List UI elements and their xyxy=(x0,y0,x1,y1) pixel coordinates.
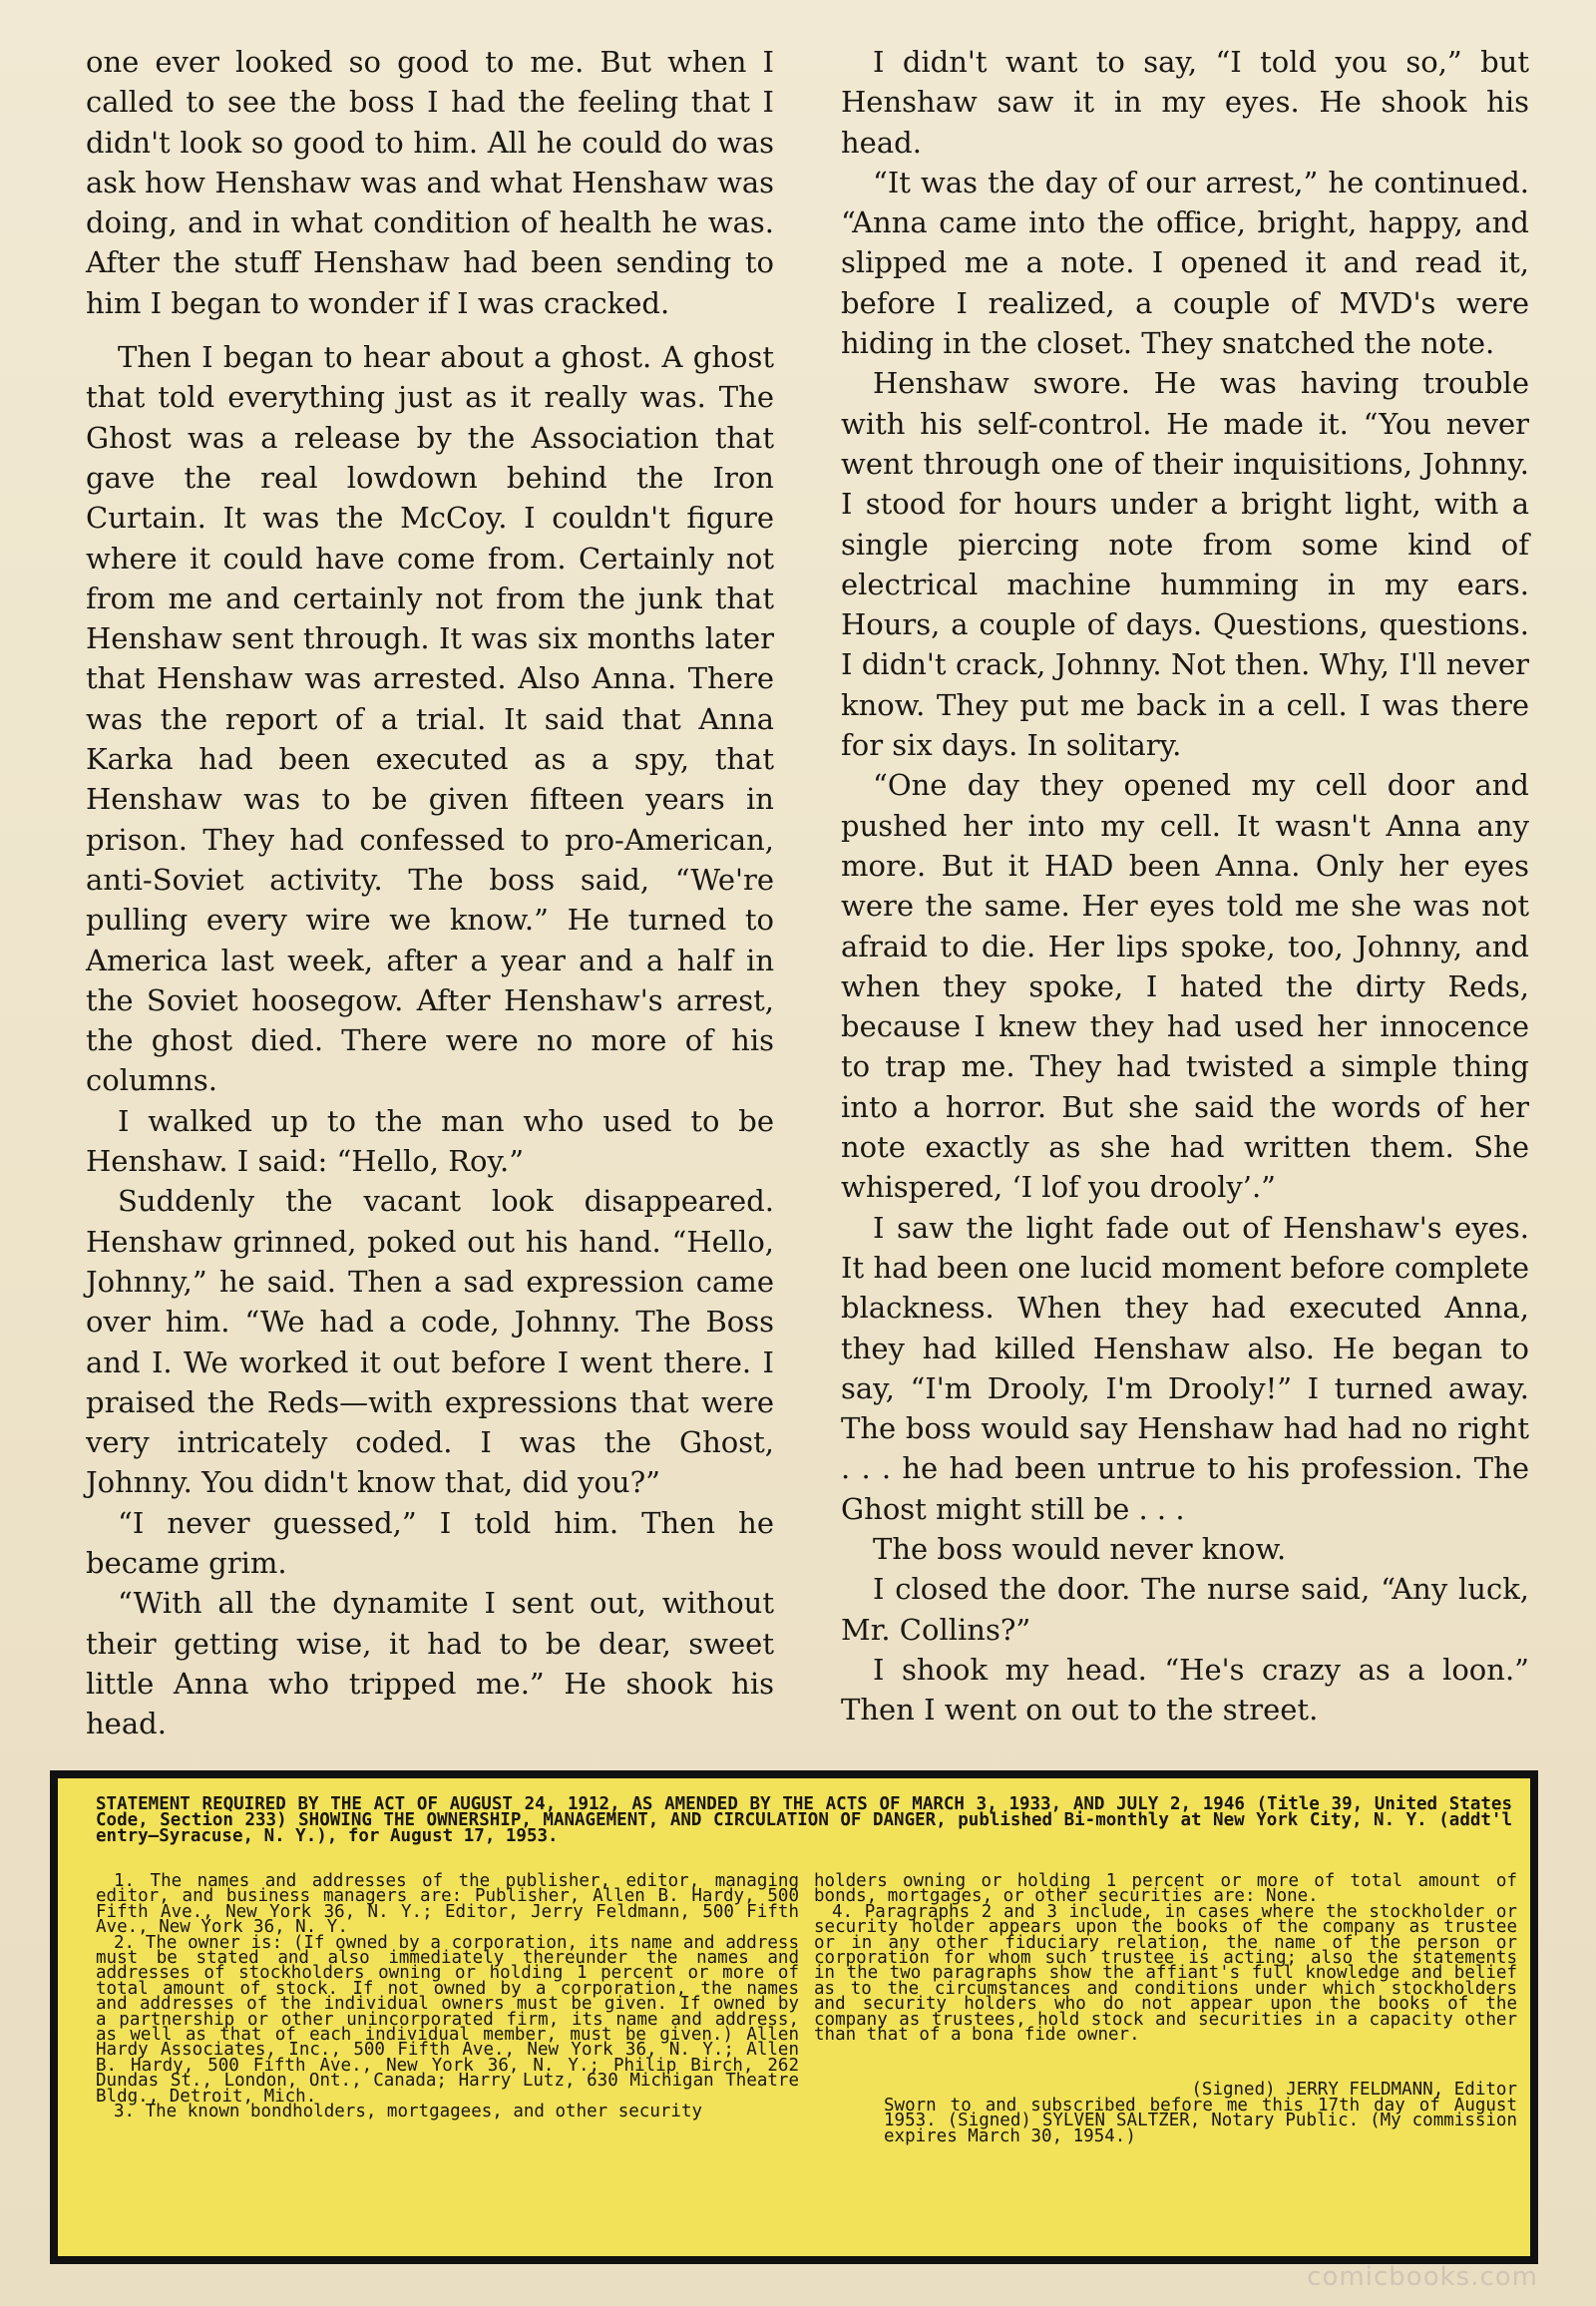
story-column-right xyxy=(841,42,1529,1730)
paragraph: I didn't want to say, “I told you so,” but Henshaw saw it in my eyes. He shook his head. xyxy=(841,45,1529,160)
statement-paragraph: 1. The names and addresses of the publisher, editor, managing editor, and business managers are: Publisher, Allen B. Hardy, 500 Fifth Ave., New York 36, N. Y.; Editor, Jerry Feldmann, 500 Fifth Ave., New York 36, N. Y. xyxy=(96,1871,799,1938)
statement-notary: Sworn to and subscribed before me this 17th day of August 1953. (Signed) SYLVEN SALTZER, Notary Public. (My commission expires March 30, 1954.) xyxy=(884,2095,1517,2146)
statement-paragraph: holders owning or holding 1 percent or more of total amount of bonds, mortgages, or other securities are: None. xyxy=(814,1871,1517,1907)
paragraph: I shook my head. “He's crazy as a loon.” Then I went on out to the street. xyxy=(841,1652,1529,1728)
paragraph: “It was the day of our arrest,” he continued. “Anna came into the office, bright, happy, and slipped me a note. I opened it and read it, before I realized, a couple of MVD's were hiding in the closet. They snatched the note. xyxy=(841,165,1529,361)
paragraph: “I never guessed,” I told him. Then he became grim. xyxy=(86,1505,774,1580)
statement-column-right xyxy=(814,1871,1517,2146)
paragraph: Henshaw swore. He was having trouble with his self-control. He made it. “You never went through one of their inquisitions, Johnny. I stood for hours under a bright light, with a single piercing note from some kind of electrical machine humming in my ears. Hours, a couple of days. Questions, questions. I didn't crack, Johnny. Not then. Why, I'll never know. They put me back in a cell. I was there for six days. In solitary. xyxy=(841,366,1529,763)
story-column-left xyxy=(86,42,774,1743)
paragraph: “One day they opened my cell door and pushed her into my cell. It wasn't Anna any more. But it HAD been Anna. Only her eyes were the same. Her eyes told me she was not afraid to die. Her lips spoke, too, Johnny, and when they spoke, I hated the dirty Reds, because I knew they had used her innocence to trap me. They had twisted a simple thing into a horror. But she said the words of her note exactly as she had written them. She whispered, ‘I lof you drooly’.” xyxy=(841,768,1529,1205)
statement-signature: (Signed) JERRY FELDMANN, Editor xyxy=(1191,2080,1517,2101)
paragraph: I walked up to the man who used to be Henshaw. I said: “Hello, Roy.” xyxy=(86,1103,774,1179)
statement-paragraph: 3. The known bondholders, mortgagees, and other security xyxy=(114,2102,703,2122)
paragraph: Suddenly the vacant look disappeared. Henshaw grinned, poked out his hand. “Hello, Johnny,” he said. Then a sad expression came over him. “We had a code, Johnny. The Boss and I. We worked it out before I went there. I praised the Reds—with expressions that were very intricately coded. I was the Ghost, Johnny. You didn't know that, did you?” xyxy=(86,1184,774,1500)
paragraph: “With all the dynamite I sent out, without their getting wise, it had to be dear, sweet little Anna who tripped me.” He shook his head. xyxy=(86,1586,774,1741)
paragraph: The boss would never know. xyxy=(873,1531,1287,1566)
paragraph: I saw the light fade out of Henshaw's eyes. It had been one lucid moment before complete blackness. When they had executed Anna, they had killed Henshaw also. He began to say, “I'm Drooly, I'm Drooly!” I turned away. The boss would say Henshaw had had no right . . . he had been untrue to his profession. The Ghost might still be . . . xyxy=(841,1210,1529,1526)
paragraph: Then I began to hear about a ghost. A ghost that told everything just as it really was. The Ghost was a release by the Association that gave the real lowdown behind the Iron Curtain. It was the McCoy. I couldn't figure where it could have come from. Certainly not from me and certainly not from the junk that Henshaw sent through. It was six months later that Henshaw was arrested. Also Anna. There was the report of a trial. It said that Anna Karka had been executed as a spy, that Henshaw was to be given fifteen years in prison. They had confessed to pro-American, anti-Soviet activity. The boss said, “We're pulling every wire we know.” He turned to America last week, after a year and a half in the Soviet hoosegow. After Henshaw's arrest, the ghost died. There were no more of his columns. xyxy=(86,340,774,1098)
statement-column-left xyxy=(96,1871,799,2122)
site-watermark: comicbooks.com xyxy=(1307,2262,1538,2292)
statement-paragraph: 2. The owner is: (If owned by a corporation, its name and address must be stated and also immediately thereunder the names and addresses of stockholders owning or holding 1 percent or more of total amount of stock. If not owned by a corporation, the names and addresses of the individual owners must be given. If owned by a partnership or other unincorporated firm, its name and address, as well as that of each individual member, must be given.) Allen Hardy Associates, Inc., 500 Fifth Ave., New York 36, N. Y.; Allen B. Hardy, 500 Fifth Ave., New York 36, N. Y.; Philip Birch, 262 Dundas St., London, Ont., Canada; Harry Lutz, 630 Michigan Theatre Bldg., Detroit, Mich. xyxy=(96,1932,799,2107)
statement-heading: STATEMENT REQUIRED BY THE ACT OF AUGUST 24, 1912, AS AMENDED BY THE ACTS OF MARCH 3, 1933, AND JULY 2, 1946 (Title 39, United States Code, Section 233) SHOWING THE OWNERSHIP, MANAGEMENT, AND CIRCULATION OF DANGER, published Bi-monthly at New York City, N. Y. (addt'l entry—Syracuse, N. Y.), for August 17, 1953. xyxy=(96,1794,1512,1846)
ownership-statement-box xyxy=(50,1770,1538,2264)
paragraph: I closed the door. The nurse said, “Any luck, Mr. Collins?” xyxy=(841,1572,1529,1647)
paragraph: one ever looked so good to me. But when I called to see the boss I had the feeling that I didn't look so good to him. All he could do was ask how Henshaw was and what Henshaw was doing, and in what condition of health he was. After the stuff Henshaw had been sending to him I began to wonder if I was cracked. xyxy=(86,45,774,320)
statement-paragraph: 4. Paragraphs 2 and 3 include, in cases where the stockholder or security holder appears upon the books of the company as trustee or in any other fiduciary relation, the name of the person or corporation for whom such trustee is acting; also the statements in the two paragraphs show the affiant's full knowledge and belief as to the circumstances and conditions under which stockholders and security holders who do not appear upon the books of the company as trustees, hold stock and securities in a capacity other than that of a bona fide owner. xyxy=(814,1901,1517,2046)
